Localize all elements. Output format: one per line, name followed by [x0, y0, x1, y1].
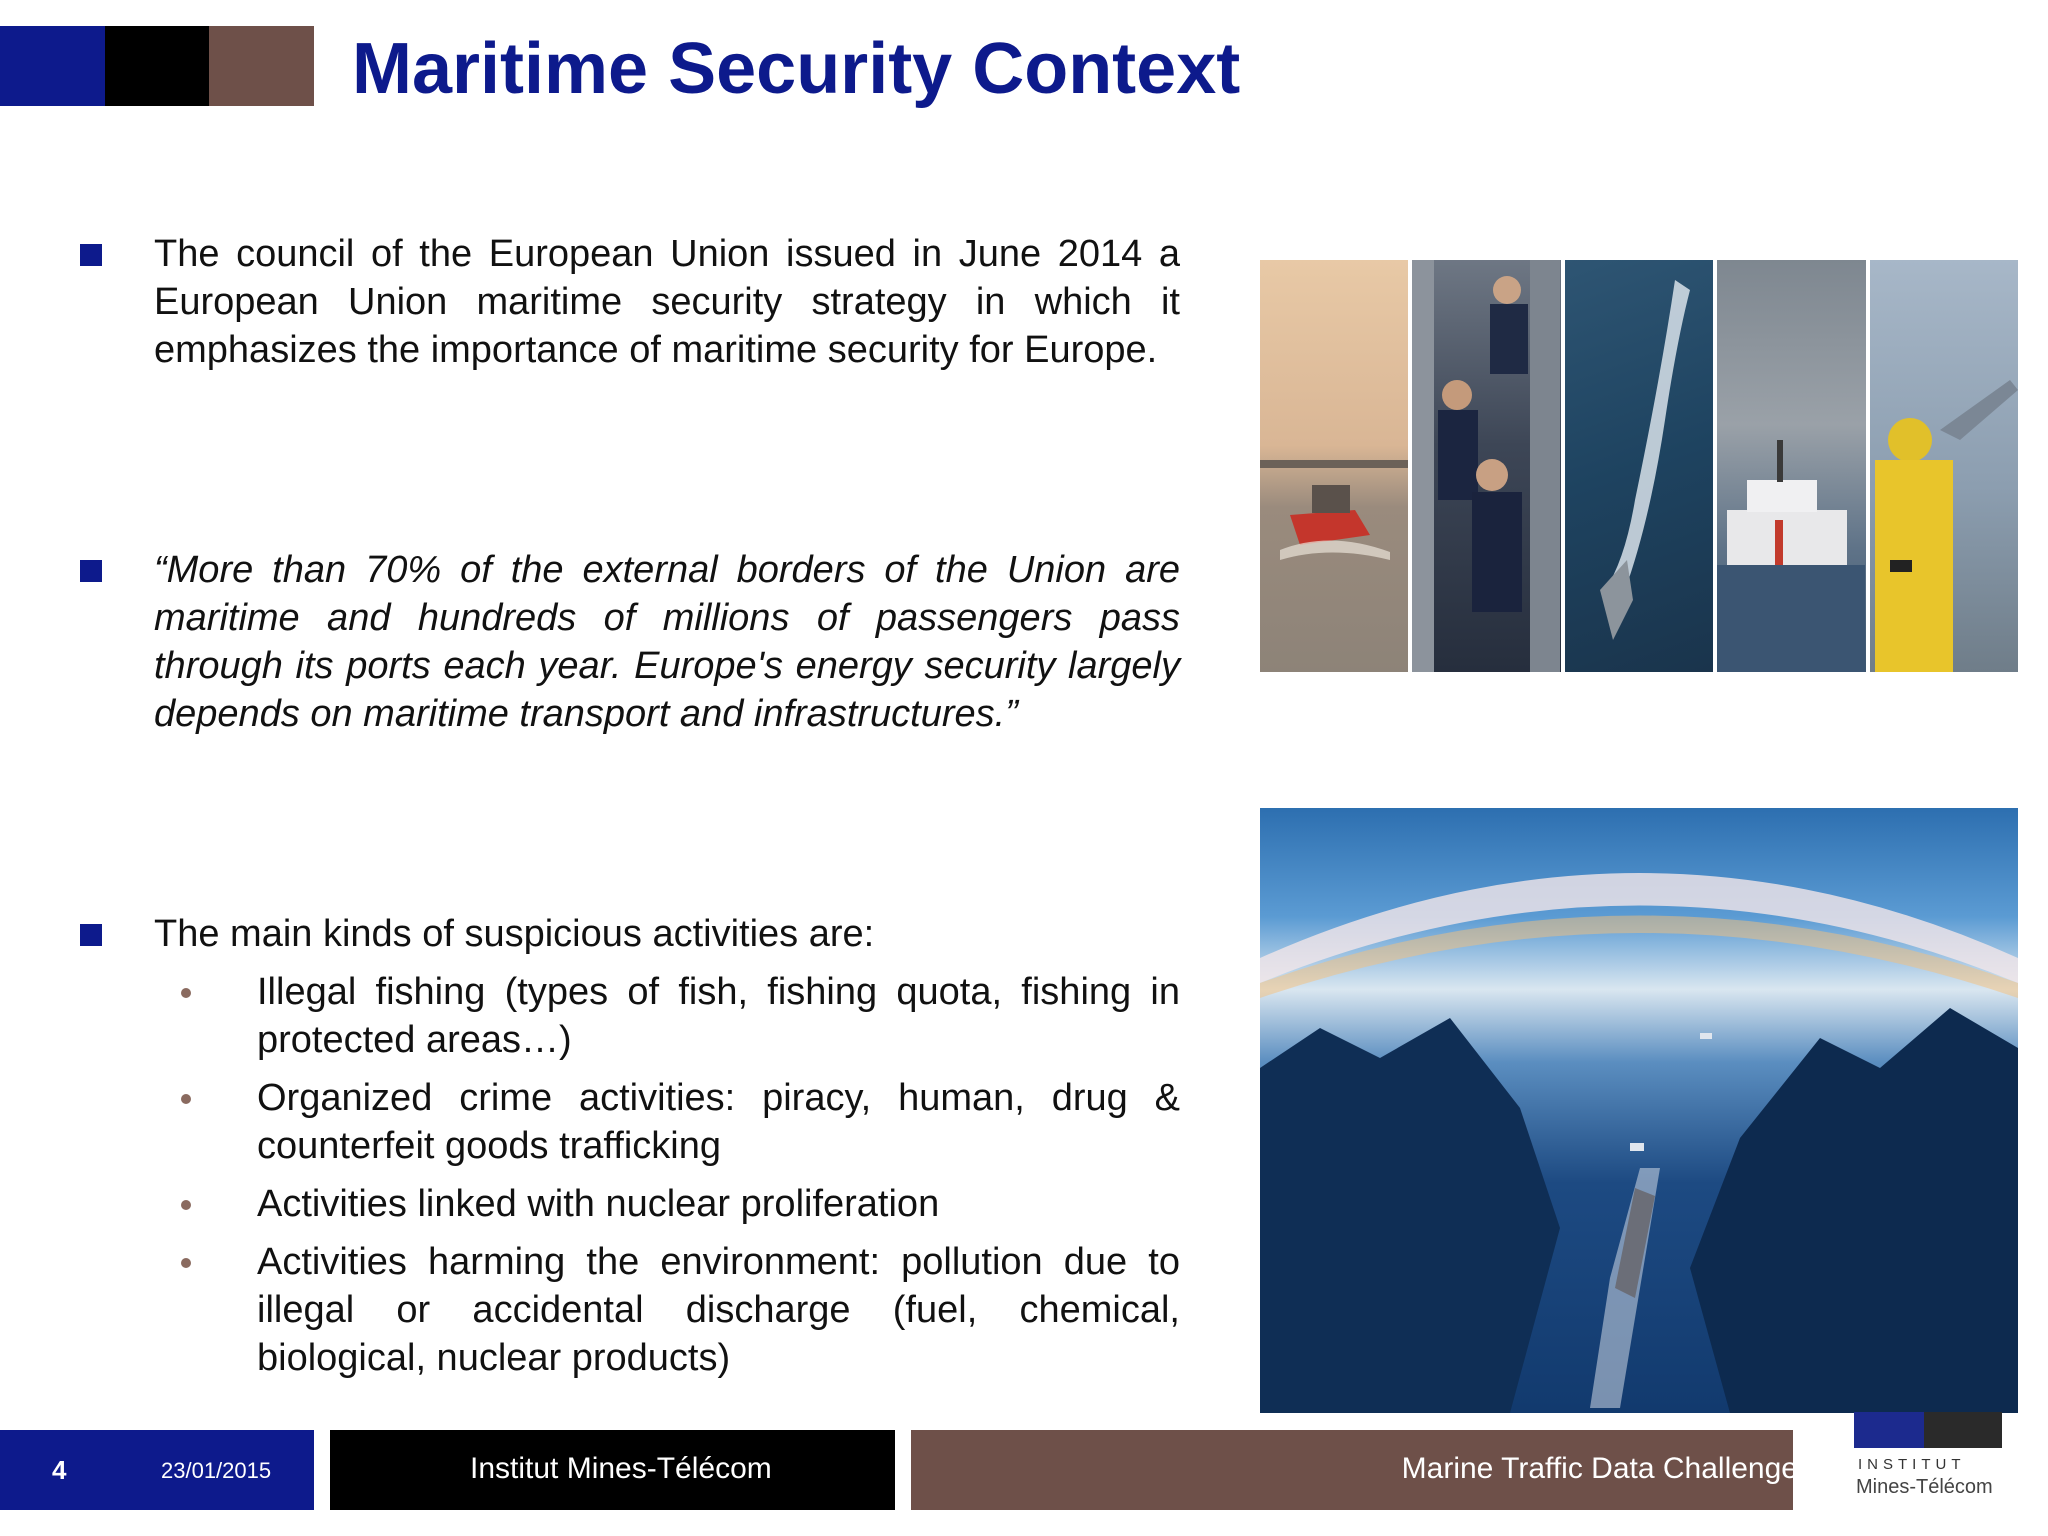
- logo-line-1: INSTITUT: [1858, 1456, 1966, 1473]
- deck-crew-photo: [1870, 260, 2018, 672]
- bullet-3: [154, 910, 1180, 1392]
- institut-mines-telecom-logo: [1852, 1412, 2002, 1508]
- header-blue-block: [0, 26, 105, 106]
- list-item: Organized crime activities: piracy, human, drug & counterfeit goods trafficking: [257, 1074, 1180, 1170]
- bullet-3-text: The main kinds of suspicious activities are:: [154, 913, 875, 955]
- footer-event-title: Marine Traffic Data Challenge: [1401, 1452, 1798, 1485]
- dot-bullet-icon: [181, 1258, 191, 1268]
- square-bullet-icon: [80, 924, 102, 946]
- sailors-photo: [1412, 260, 1560, 672]
- footer-date: 23/01/2015: [161, 1458, 272, 1483]
- footer-organization: Institut Mines-Télécom: [470, 1452, 772, 1485]
- bullet-2: [154, 546, 1180, 738]
- header-brown-block: [209, 26, 314, 106]
- coast-guard-ship-photo: [1717, 260, 1865, 672]
- dot-bullet-icon: [181, 1200, 191, 1210]
- square-bullet-icon: [80, 244, 102, 266]
- maritime-photo-collage: [1260, 260, 2018, 672]
- logo-emblem: [1854, 1412, 2002, 1448]
- header-black-block: [105, 26, 209, 106]
- bullet-1: [154, 230, 1180, 374]
- dot-bullet-icon: [181, 1094, 191, 1104]
- list-item: Activities linked with nuclear proliferation: [257, 1180, 1180, 1228]
- ocean-strait-illustration: [1260, 808, 2018, 1413]
- list-item: Illegal fishing (types of fish, fishing quota, fishing in protected areas…): [257, 968, 1180, 1064]
- logo-line-2: Mines-Télécom: [1856, 1476, 1993, 1498]
- warship-photo: [1565, 260, 1713, 672]
- patrol-boat-photo: [1260, 260, 1408, 672]
- slide-body: [154, 230, 1180, 1379]
- dot-bullet-icon: [181, 988, 191, 998]
- square-bullet-icon: [80, 560, 102, 582]
- sub-bullet-list: [257, 968, 1180, 1382]
- bullet-1-text: The council of the European Union issued in June 2014 a European Union maritime security strategy in which it emphasizes the importance of maritime security for Europe.: [154, 233, 1180, 371]
- list-item: Activities harming the environment: pollution due to illegal or accidental discharge (fuel, chemical, biological, nuclear products): [257, 1238, 1180, 1382]
- bullet-2-quote: “More than 70% of the external borders of the Union are maritime and hundreds of millions of passengers pass through its ports each year. Europe's energy security largely depends on maritime transport and infrastructures.”: [154, 549, 1180, 735]
- slide-title: Maritime Security Context: [352, 29, 1241, 109]
- page-number: 4: [52, 1455, 67, 1485]
